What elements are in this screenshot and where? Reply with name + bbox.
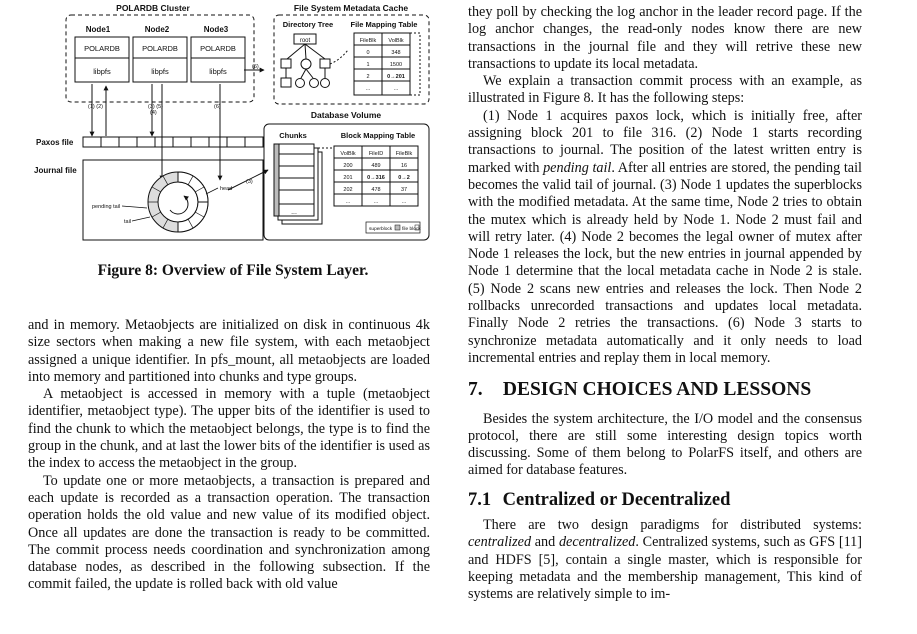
paragraph: A metaobject is accessed in memory with a tuple (metaobject identifier, metaobject type). The upper bits of the identifier is used to find the chunk to which the metaobject belongs, the type is to find the group in the chunk, and at last the lower bits of the identifier is used as the index to access the metaobject in the group.	[28, 386, 430, 472]
node1-label: Node1	[85, 25, 111, 34]
bmt-cell: 200	[343, 163, 353, 169]
fmt-cell: 2	[366, 74, 370, 80]
step-label-node1: (1) (2)	[88, 104, 103, 110]
legend-superblock: superblock	[369, 227, 393, 232]
bmt-header-volblk: VolBlk	[340, 151, 356, 157]
bmt-cell: 478	[371, 187, 381, 193]
subsection-number: 7.1	[468, 489, 492, 510]
right-column	[468, 4, 862, 604]
step-label-cache: (6)	[252, 64, 259, 70]
bmt-cell: 202	[343, 187, 353, 193]
emphasis: pending tail	[543, 159, 612, 176]
legend-fileblock: file block	[402, 227, 421, 232]
node2-polardb: POLARDB	[142, 44, 178, 53]
text-run: There are two design paradigms for distributed systems:	[483, 517, 862, 534]
paragraph-steps	[468, 108, 862, 367]
bmt-cell: ...	[401, 199, 407, 205]
section-number: 7.	[468, 379, 483, 401]
paragraph: they poll by checking the log anchor in the leader record page. If the log anchor changes, the read-only nodes know there are new transactions in the journal file and they will retrive these new transactions to update its local metadata.	[468, 4, 862, 72]
paragraph: Besides the system architecture, the I/O model and the consensus protocol, there are still some interesting design topics worth discussing. Some of them belong to PolarFS itself, and others are aimed for database features.	[468, 410, 862, 479]
journal-file-label: Journal file	[34, 166, 77, 175]
figure-8-diagram	[28, 0, 438, 250]
bmt-cell: 0→2	[398, 175, 410, 181]
subsection-title: Centralized or Decentralized	[502, 489, 731, 510]
bmt-header-fileblk: FileBlk	[395, 151, 413, 157]
bmt-cell: 37	[400, 187, 408, 193]
emphasis: decentralized	[558, 534, 636, 551]
fmt-cell: ...	[393, 86, 399, 92]
text-run: . After all entries are stored, the pending tail becomes the valid tail of journal. (3) Node 1 updates the superblocks with the modified metadata. At the same time, Node 2 tries to obtain the mutex which is already held by Node 1. Node 2 must fail and will retry later. (4) Node 2 becomes the legal owner of mutex after Node 1 releases the lock, but the new entries in journal appended by Node 1 determine that the local metadata cache in Node 2 is stale. (5) Node 2 scans new entries and releases the lock. Then Node 2 rollbacks unrecorded transactions and updates local metadata. Finally Node 2 retries the transactions. (6) Node 3 starts to synchronize metadata automatically and it only needs to load incremental entries and replay them in local memory.	[468, 159, 862, 366]
chunk-ellipsis: ...	[291, 209, 297, 216]
node1-box	[75, 37, 129, 82]
directory-tree	[281, 34, 348, 88]
node3-polardb: POLARDB	[200, 44, 236, 53]
node2-libpfs: libpfs	[151, 67, 169, 76]
step-label-node2b: (4)	[150, 110, 157, 116]
step-label-node3: (6)	[214, 104, 221, 110]
bmt-cell: 201	[343, 175, 353, 181]
journal-ring	[148, 172, 208, 232]
bmt-cell: ...	[373, 199, 379, 205]
paragraph: and in memory. Metaobjects are initialized on disk in continuous 4k size sectors when making a new file system, with each metaobject assigned a unique identifier. In pfs_mount, all metaobjects are loaded into memory and partitioned into chunks and type groups.	[28, 317, 430, 385]
legend	[366, 222, 421, 233]
file-mapping-table-label: File Mapping Table	[350, 20, 418, 29]
paragraph	[468, 517, 862, 603]
step-label-volume: (3)	[246, 179, 253, 185]
bmt-cell: ...	[345, 199, 351, 205]
node2-box	[133, 37, 187, 82]
chunks-stack	[274, 144, 322, 224]
head-label: head	[220, 186, 233, 192]
paragraph: To update one or more metaobjects, a transaction is prepared and each update is recorded as a transaction operation. The transaction operation holds the old value and new value of its modified object. Once all updates are done the transaction is ready to be committed. The commit process needs coordination and synchronization among database nodes, as described in the following subsection. If the commit failed, the update is rolled back with old value	[28, 472, 430, 593]
pending-tail-label: pending tail	[92, 204, 121, 210]
fmt-header-fileblk: FileBlk	[359, 38, 377, 44]
tail-label: tail	[124, 219, 132, 225]
database-volume-label: Database Volume	[310, 110, 382, 120]
block-mapping-table-label: Block Mapping Table	[340, 131, 416, 140]
node1-polardb: POLARDB	[84, 44, 120, 53]
fs-meta-cache-label: File System Metadata Cache	[293, 3, 409, 13]
polardb-cluster-label: POLARDB Cluster	[116, 3, 190, 13]
section-heading	[468, 379, 862, 401]
bmt-cell: 0→316	[367, 175, 385, 181]
root-label: root	[299, 38, 311, 44]
left-column	[28, 317, 430, 594]
paragraph: We explain a transaction commit process with an example, as illustrated in Figure 8. It has the following steps:	[468, 73, 862, 107]
bmt-cell: 489	[371, 163, 381, 169]
text-run: . Centralized systems, such as GFS [11] and HDFS [5], contain a single master, which is responsible for keeping metadata and the membership management, This kind of systems are relatively simple to im-	[468, 534, 862, 603]
fmt-cell: 0→201	[387, 74, 405, 80]
fmt-cell: 1	[366, 62, 370, 68]
fmt-cell: 0	[366, 50, 370, 56]
node2-label: Node2	[144, 25, 170, 34]
paxos-file-bar	[83, 137, 263, 147]
text-run: (1) Node 1 acquires paxos lock, which is initially free, after assigning block 201 to file 316. (2) Node 1 starts recording transactions to journal. The position of the latest written entry is marked with	[468, 107, 862, 176]
bmt-cell: 16	[400, 163, 408, 169]
fmt-cell: ...	[365, 86, 371, 92]
node3-box	[191, 37, 245, 82]
node1-libpfs: libpfs	[93, 67, 111, 76]
paxos-file-label: Paxos file	[36, 138, 74, 147]
chunks-label: Chunks	[279, 131, 307, 140]
node3-label: Node3	[203, 25, 229, 34]
node3-libpfs: libpfs	[209, 67, 227, 76]
fmt-header-volblk: VolBlk	[388, 38, 404, 44]
section-title: DESIGN CHOICES AND LESSONS	[502, 379, 812, 401]
emphasis: centralized	[468, 534, 532, 551]
bmt-header-fileid: FileID	[368, 151, 384, 157]
figure-caption: Figure 8: Overview of File System Layer.	[97, 262, 369, 279]
fmt-cell: 348	[391, 50, 401, 56]
text-run: and	[531, 534, 559, 551]
subsection-heading	[468, 489, 862, 510]
fmt-cell: 1500	[389, 62, 403, 68]
step-label-node2a: (3) (5)	[148, 104, 163, 110]
directory-tree-label: Directory Tree	[282, 20, 334, 29]
